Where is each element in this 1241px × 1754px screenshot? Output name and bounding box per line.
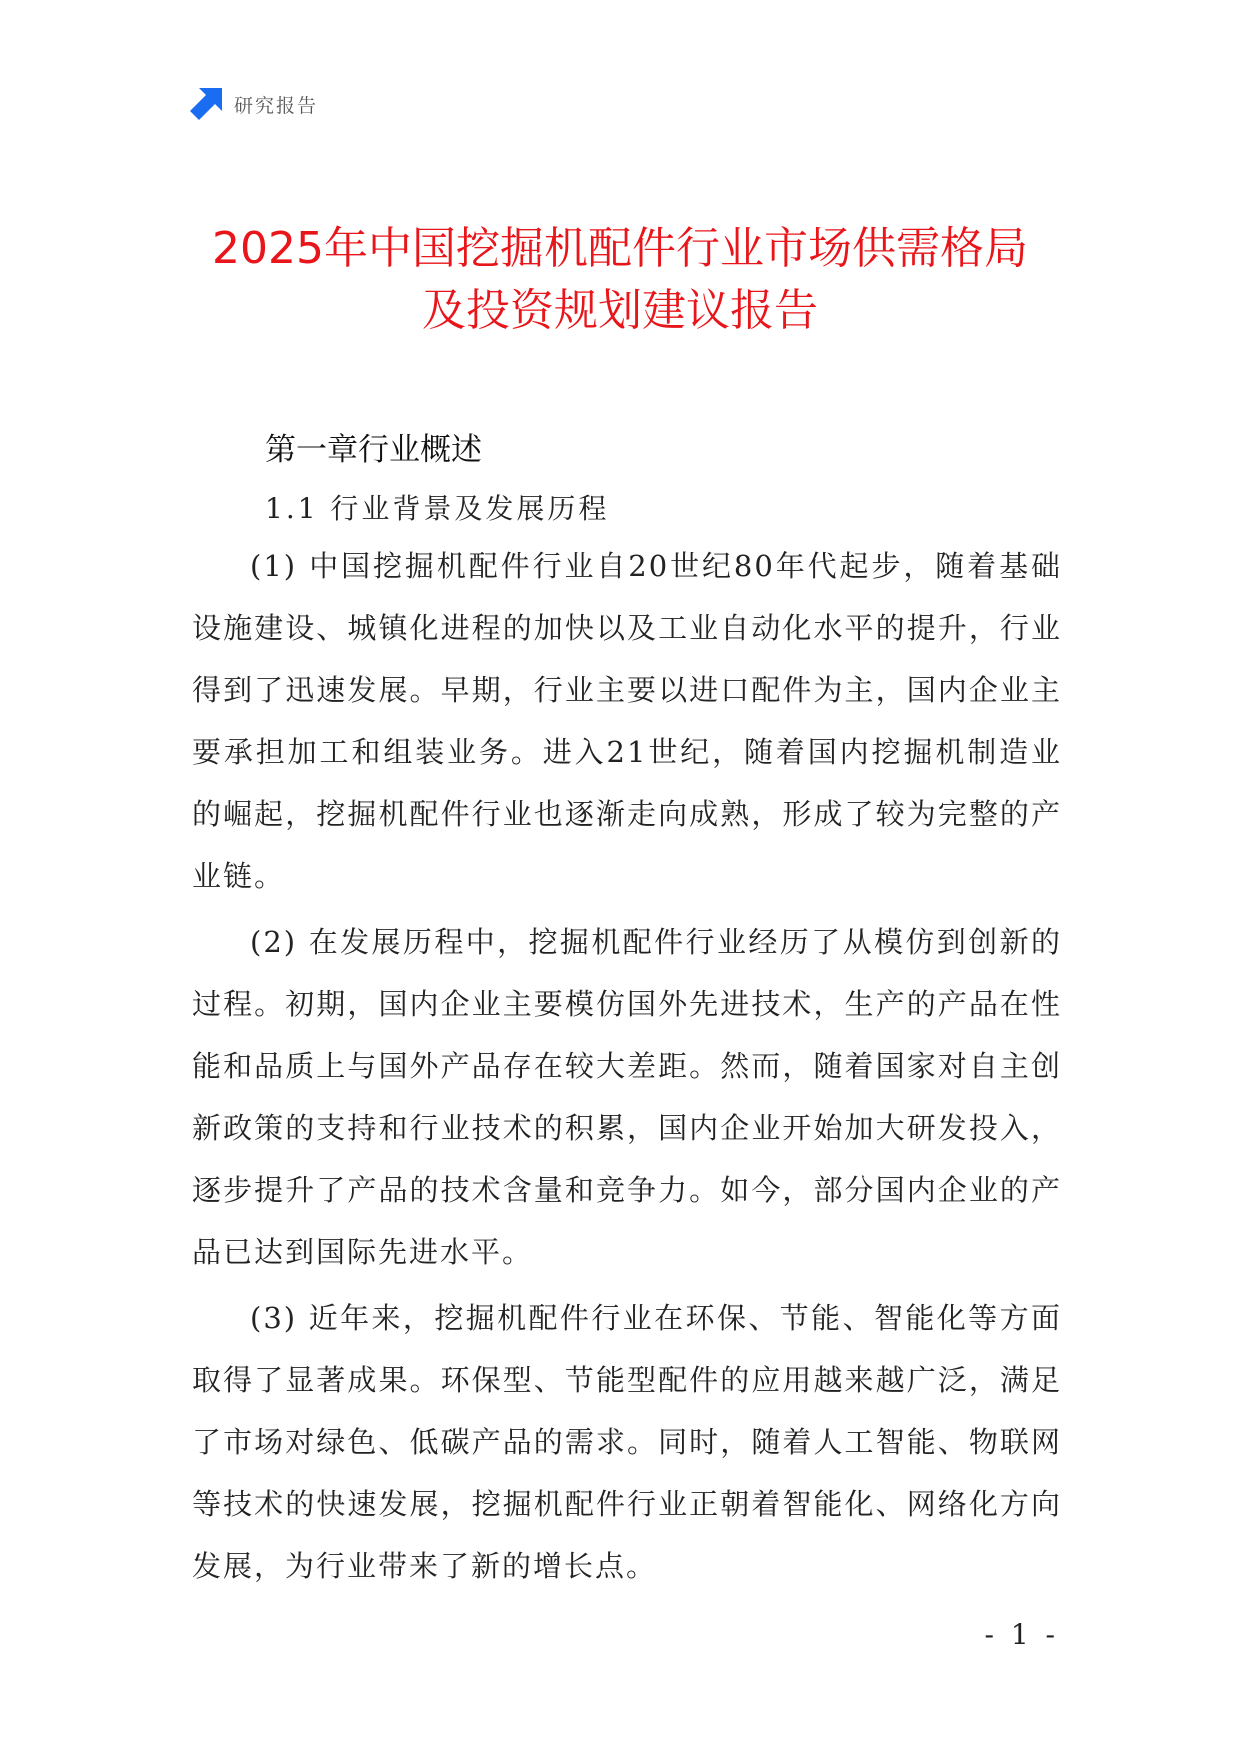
paragraph-3: (3) 近年来，挖掘机配件行业在环保、节能、智能化等方面取得了显著成果。环保型、节能型配件的应用越来越广泛，满足了市场对绿色、低碳产品的需求。同时，随着人工智能、物联网等技术的快速发展，挖掘机配件行业正朝着智能化、网络化方向发展，为行业带来了新的增长点。 — [192, 1301, 1062, 1583]
paragraph-1: (1) 中国挖掘机配件行业自20世纪80年代起步，随着基础设施建设、城镇化进程的加快以及工业自动化水平的提升，行业得到了迅速发展。早期，行业主要以进口配件为主，国内企业主要承担加工和组装业务。进入21世纪，随着国内挖掘机制造业的崛起，挖掘机配件行业也逐渐走向成熟，形成了较为完整的产业链。 — [192, 549, 1062, 893]
paragraph-2: (2) 在发展历程中，挖掘机配件行业经历了从模仿到创新的过程。初期，国内企业主要模仿国外先进技术，生产的产品在性能和品质上与国外产品存在较大差距。然而，随着国家对自主创新政策的支持和行业技术的积累，国内企业开始加大研发投入，逐步提升了产品的技术含量和竞争力。如今，部分国内企业的产品已达到国际先进水平。 — [192, 925, 1062, 1269]
report-header — [190, 88, 318, 120]
header-label: 研究报告 — [234, 94, 319, 117]
report-title — [140, 218, 1100, 342]
report-title-line-1: 2025年中国挖掘机配件行业市场供需格局 — [212, 223, 1028, 274]
body-text — [192, 535, 1062, 1601]
section-heading: 1.1 行业背景及发展历程 — [265, 492, 610, 525]
page-number: - 1 - — [984, 1618, 1059, 1651]
report-title-line-2: 及投资规划建议报告 — [422, 285, 818, 336]
chapter-heading: 第一章行业概述 — [265, 432, 482, 468]
arrow-up-right-icon — [190, 88, 222, 120]
